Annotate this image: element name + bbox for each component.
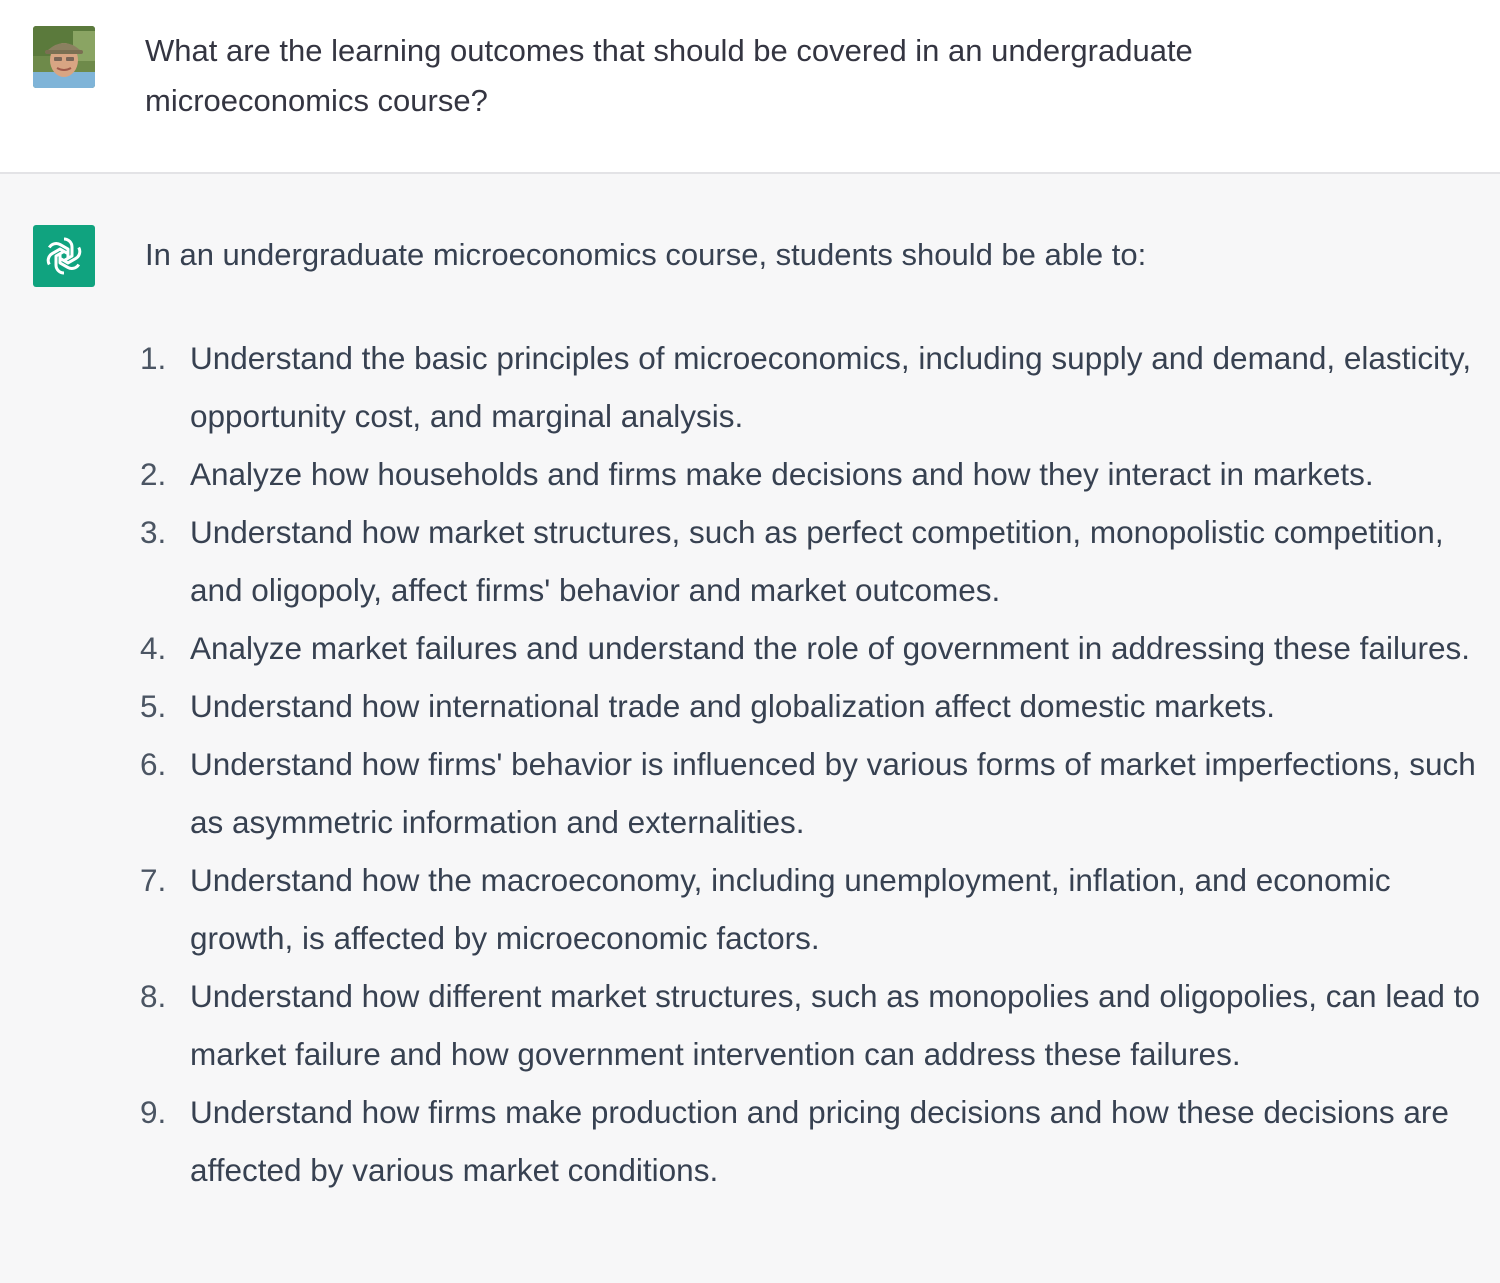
list-item-number: 1. — [140, 340, 167, 376]
user-photo-avatar-icon — [33, 26, 95, 88]
list-item — [140, 851, 1490, 967]
list-item-text: Understand the basic principles of microeconomics, including supply and demand, elasticity, opportunity cost, and marginal analysis. — [190, 340, 1472, 434]
user-message — [0, 0, 1500, 174]
assistant-avatar — [33, 225, 95, 287]
list-item — [140, 329, 1490, 445]
list-item-number: 2. — [140, 456, 167, 492]
list-item-text: Understand how international trade and globalization affect domestic markets. — [190, 688, 1276, 724]
assistant-intro-text: In an undergraduate microeconomics course, students should be able to: — [145, 237, 1147, 272]
list-item-number: 8. — [140, 978, 167, 1014]
list-item — [140, 967, 1490, 1083]
list-item — [140, 735, 1490, 851]
list-item — [140, 1083, 1490, 1199]
list-item — [140, 503, 1490, 619]
list-item-text: Analyze market failures and understand the role of government in addressing these failures. — [190, 630, 1470, 666]
list-item-number: 3. — [140, 514, 167, 550]
list-item — [140, 619, 1490, 677]
openai-logo-icon — [42, 234, 86, 278]
assistant-message — [0, 174, 1500, 1283]
list-item — [140, 677, 1490, 735]
list-item-text: Understand how market structures, such as perfect competition, monopolistic competition, and oligopoly, affect firms' behavior and market outcomes. — [190, 514, 1444, 608]
list-item-text: Understand how the macroeconomy, including unemployment, inflation, and economic growth, is affected by microeconomic factors. — [190, 862, 1391, 956]
list-item — [140, 445, 1490, 503]
list-item-number: 7. — [140, 862, 167, 898]
learning-outcomes-list — [140, 329, 1490, 1199]
user-avatar — [33, 26, 95, 88]
list-item-number: 4. — [140, 630, 167, 666]
list-item-text: Understand how firms' behavior is influenced by various forms of market imperfections, such as asymmetric information and externalities. — [190, 746, 1476, 840]
list-item-number: 5. — [140, 688, 167, 724]
list-item-number: 9. — [140, 1094, 167, 1130]
list-item-number: 6. — [140, 746, 167, 782]
list-item-text: Analyze how households and firms make decisions and how they interact in markets. — [190, 456, 1374, 492]
list-item-text: Understand how different market structures, such as monopolies and oligopolies, can lead to market failure and how government intervention can address these failures. — [190, 978, 1480, 1072]
user-message-text: What are the learning outcomes that should be covered in an undergraduate microeconomics course? — [145, 33, 1193, 118]
list-item-text: Understand how firms make production and pricing decisions and how these decisions are affected by various market conditions. — [190, 1094, 1449, 1188]
